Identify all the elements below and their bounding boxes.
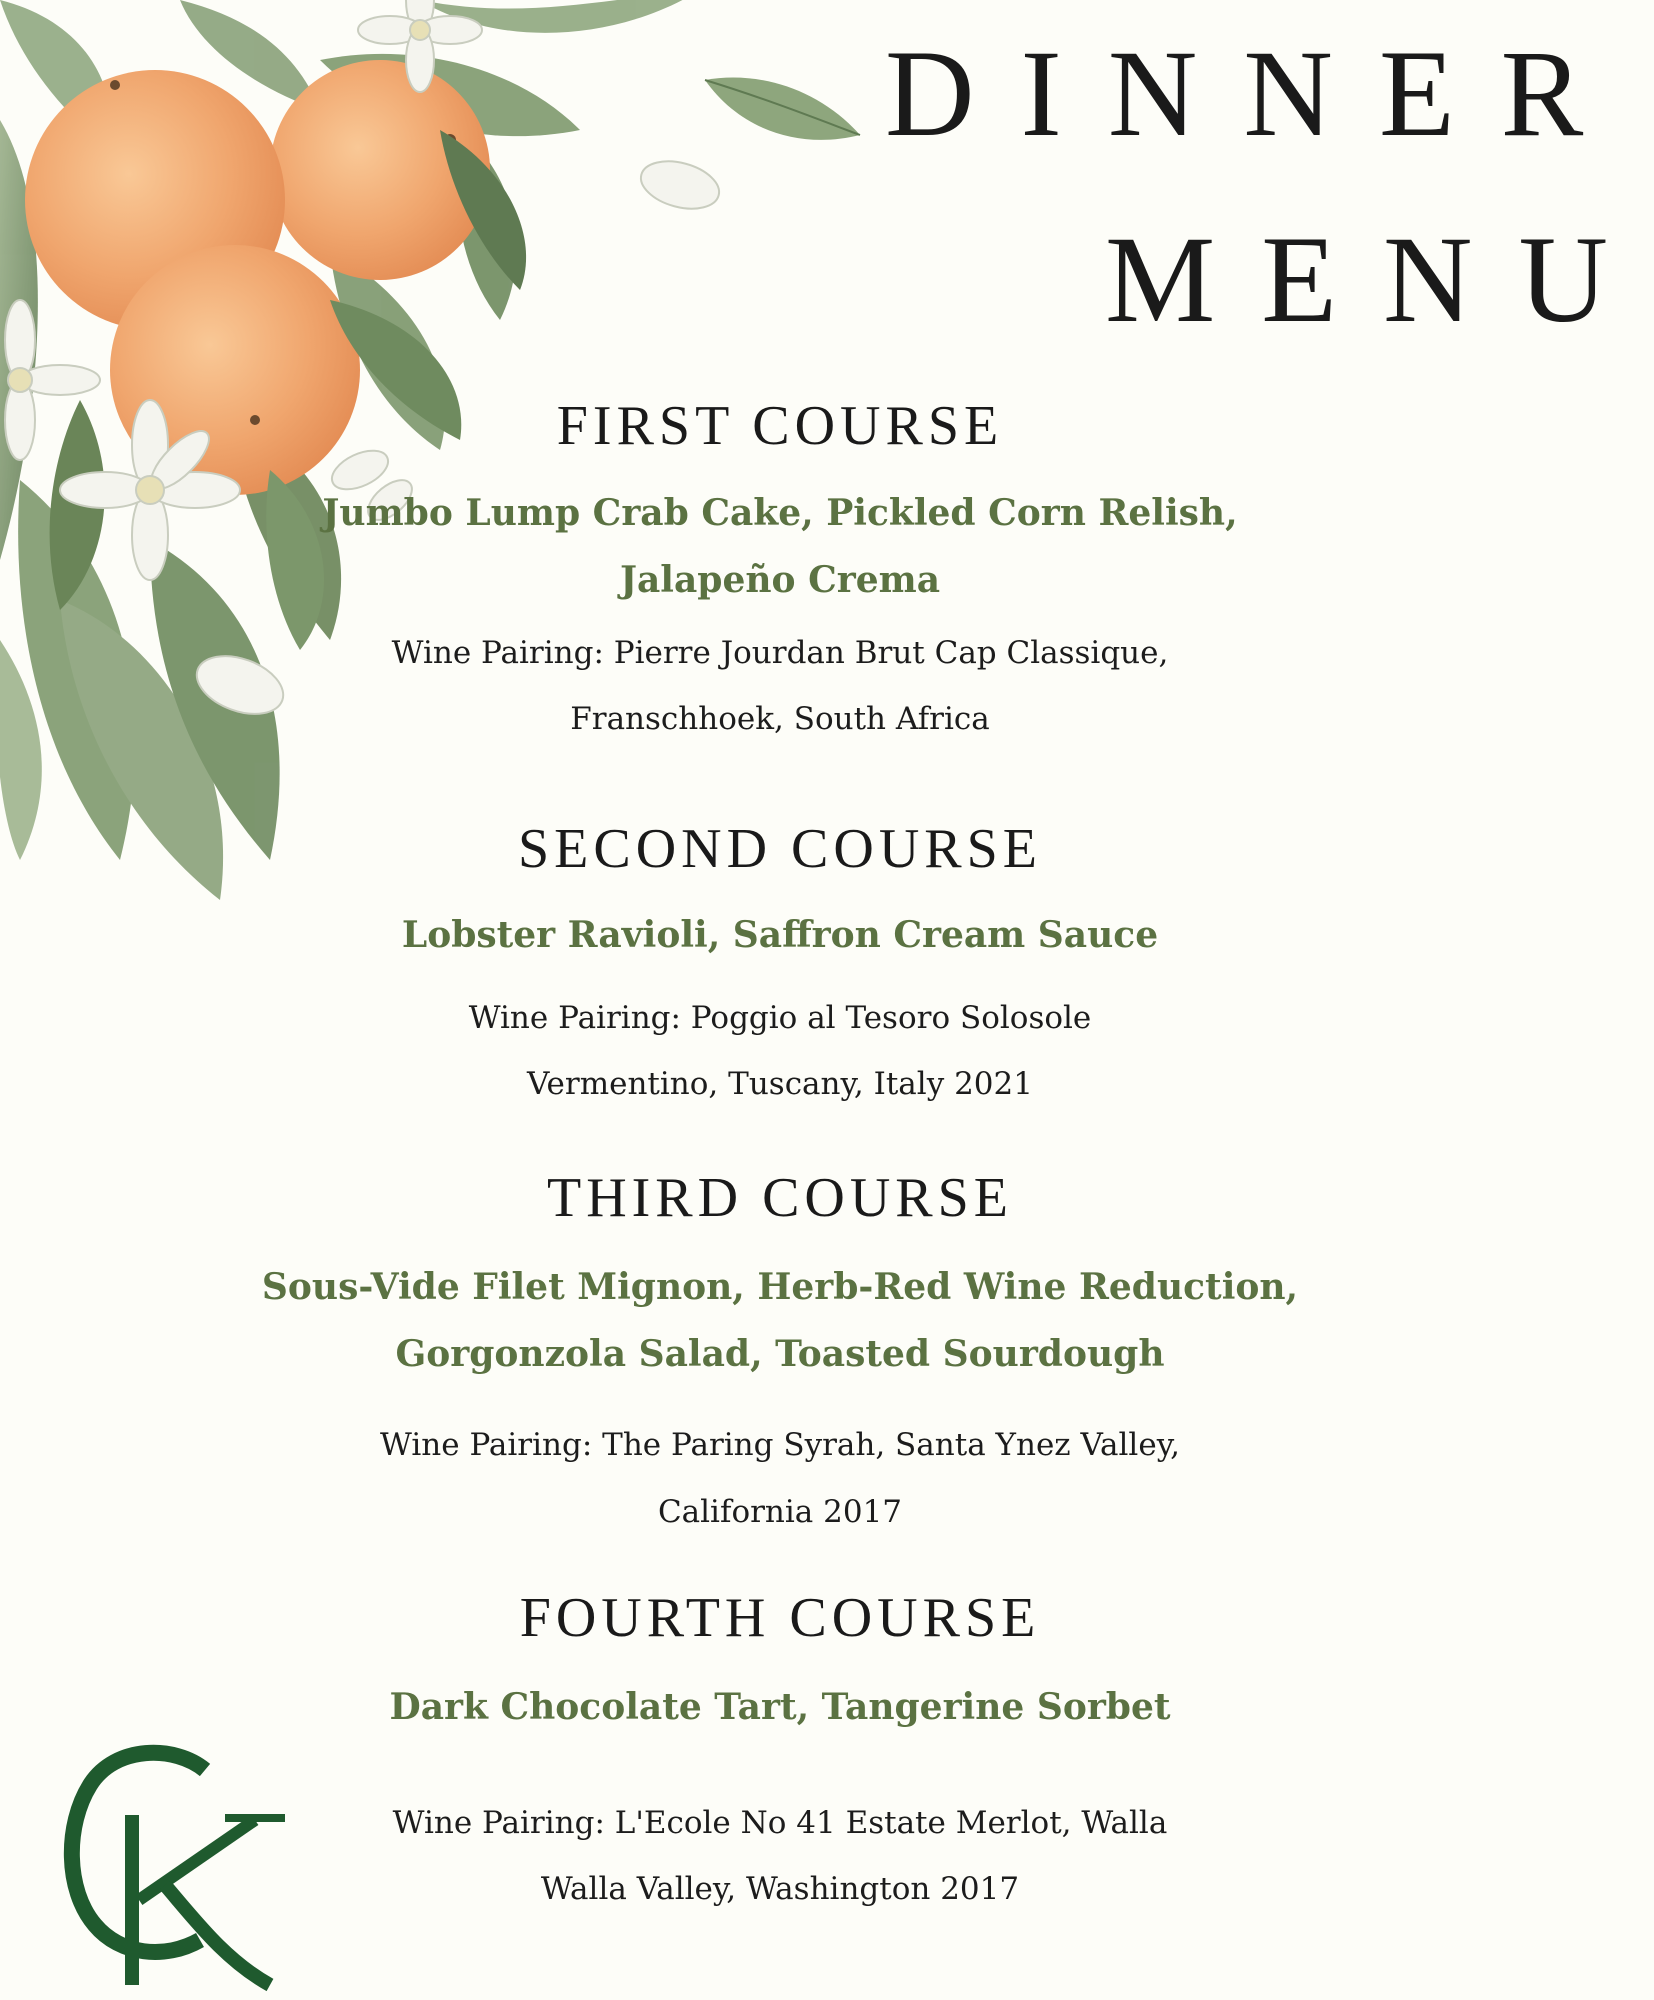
dish-line: Sous-Vide Filet Mignon, Herb-Red Wine Reduction, [261,1266,1299,1308]
orange-blossom-illustration [0,0,900,920]
menu-title-dinner: DINNER [885,25,1630,162]
wine-pairing-line: Vermentino, Tuscany, Italy 2021 [527,1066,1033,1102]
wine-pairing-line: Wine Pairing: The Paring Syrah, Santa Ynez Valley, [380,1427,1180,1463]
wine-pairing-line: Wine Pairing: Poggio al Tesoro Solosole [468,1000,1092,1036]
course-heading-second: SECOND COURSE [518,818,1042,880]
wine-pairing-line: Franschhoek, South Africa [570,701,990,737]
menu-title-menu: MENU [1105,211,1654,348]
dish-line: Dark Chocolate Tart, Tangerine Sorbet [389,1686,1171,1728]
dish-line: Gorgonzola Salad, Toasted Sourdough [395,1333,1165,1375]
dish-line: Jalapeño Crema [619,559,941,601]
course-heading-fourth: FOURTH COURSE [519,1587,1041,1649]
ck-monogram-logo [55,1740,295,1990]
wine-pairing-line: Walla Valley, Washington 2017 [540,1871,1020,1907]
wine-pairing-line: Wine Pairing: Pierre Jourdan Brut Cap Classique, [391,635,1169,671]
wine-pairing-line: Wine Pairing: L'Ecole No 41 Estate Merlot, Walla [392,1805,1168,1841]
dish-line: Lobster Ravioli, Saffron Cream Sauce [401,914,1159,956]
wine-pairing-line: California 2017 [657,1494,903,1530]
course-heading-third: THIRD COURSE [546,1167,1014,1229]
dish-line: Jumbo Lump Crab Cake, Pickled Corn Relish, [322,492,1238,534]
course-heading-first: FIRST COURSE [556,395,1004,457]
